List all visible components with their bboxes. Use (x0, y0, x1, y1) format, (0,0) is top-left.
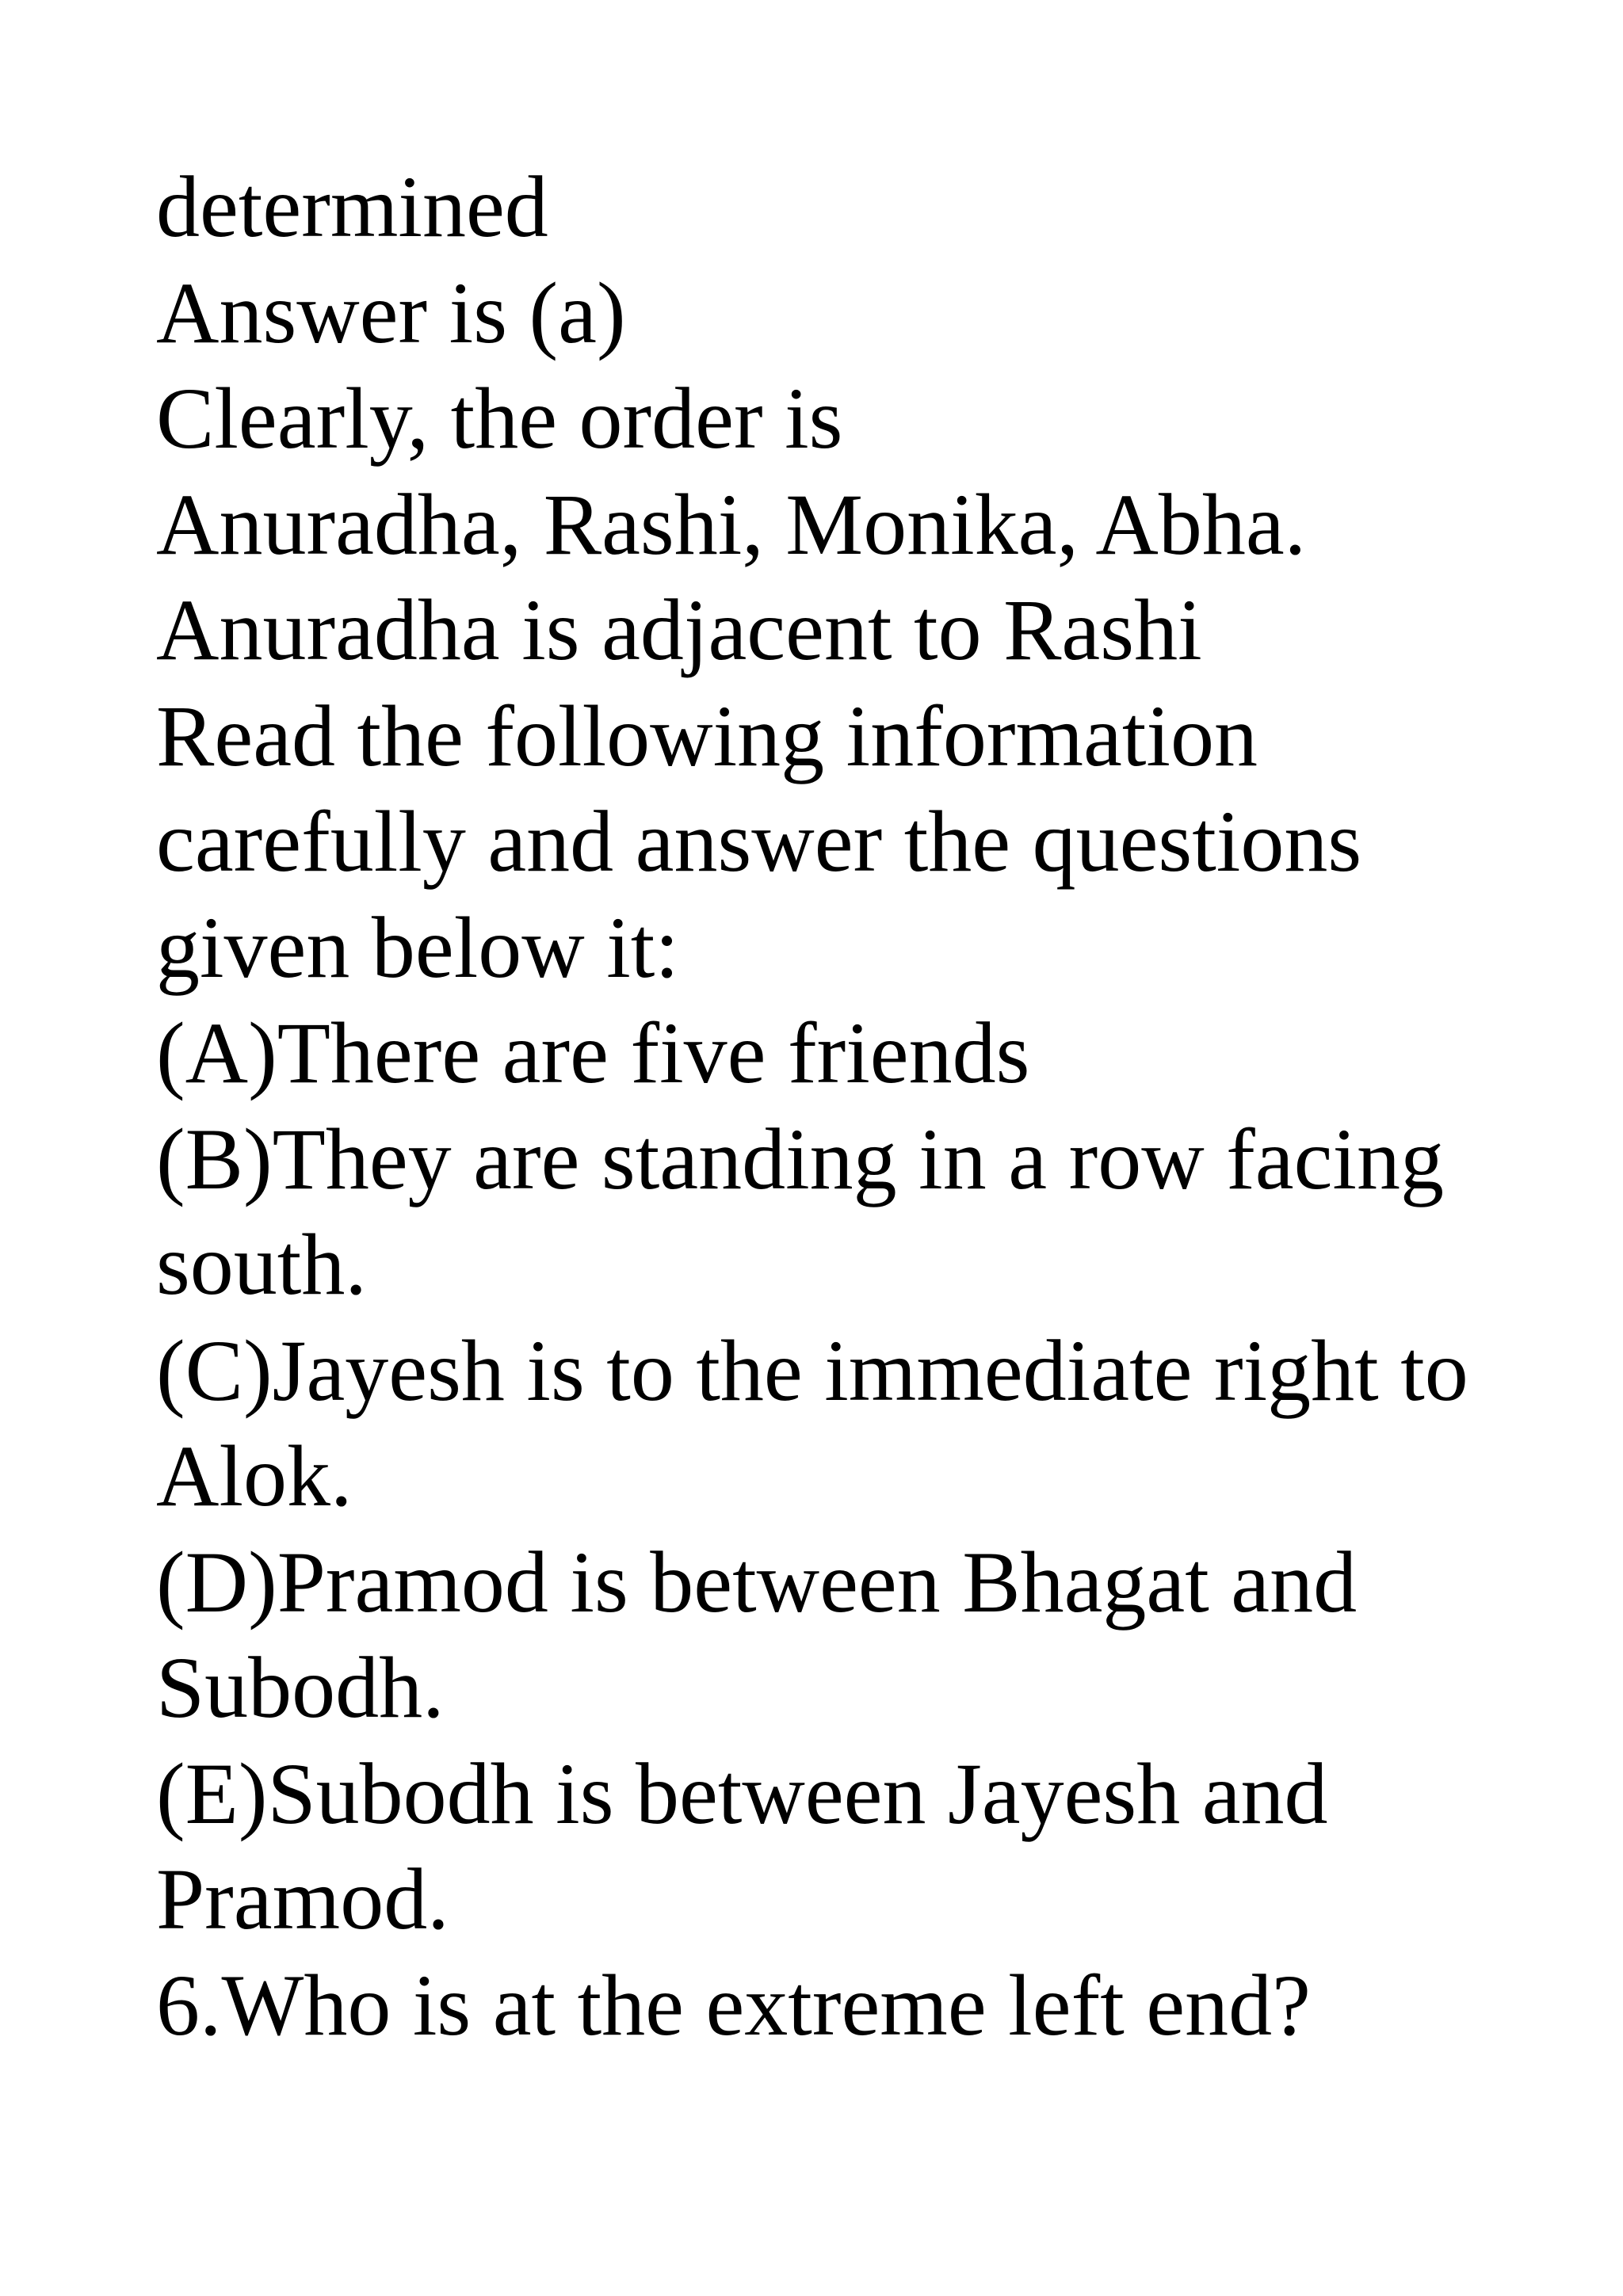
text-line-statement-d: (D)Pramod is between Bhagat and (156, 1533, 1358, 1630)
text-line-question-6: 6.Who is at the extreme left end? (156, 1956, 1311, 2054)
text-line-order-intro: Clearly, the order is (156, 370, 843, 467)
text-line-instructions-3: given below it: (156, 898, 679, 996)
text-line-statement-e-cont: Pramod. (156, 1851, 449, 1947)
text-line-statement-b: (B)They are standing in a row facing (156, 1110, 1444, 1207)
text-line-answer: Answer is (a) (156, 264, 626, 361)
text-line-determined: determined (156, 158, 548, 255)
text-line-instructions-2: carefully and answer the questions (156, 793, 1362, 890)
text-line-statement-b-cont: south. (156, 1216, 367, 1313)
text-line-statement-d-cont: Subodh. (156, 1639, 445, 1736)
text-line-instructions-1: Read the following information (156, 687, 1258, 784)
document-text (156, 154, 1583, 2058)
text-line-statement-e: (E)Subodh is between Jayesh and (156, 1745, 1328, 1842)
text-line-statement-c: (C)Jayesh is to the immediate right to (156, 1322, 1468, 1419)
text-line-order: Anuradha, Rashi, Monika, Abha. (156, 475, 1307, 573)
text-line-statement-a: (A)There are five friends (156, 1005, 1030, 1101)
text-line-adjacent: Anuradha is adjacent to Rashi (156, 582, 1202, 678)
text-line-statement-c-cont: Alok. (156, 1428, 353, 1524)
